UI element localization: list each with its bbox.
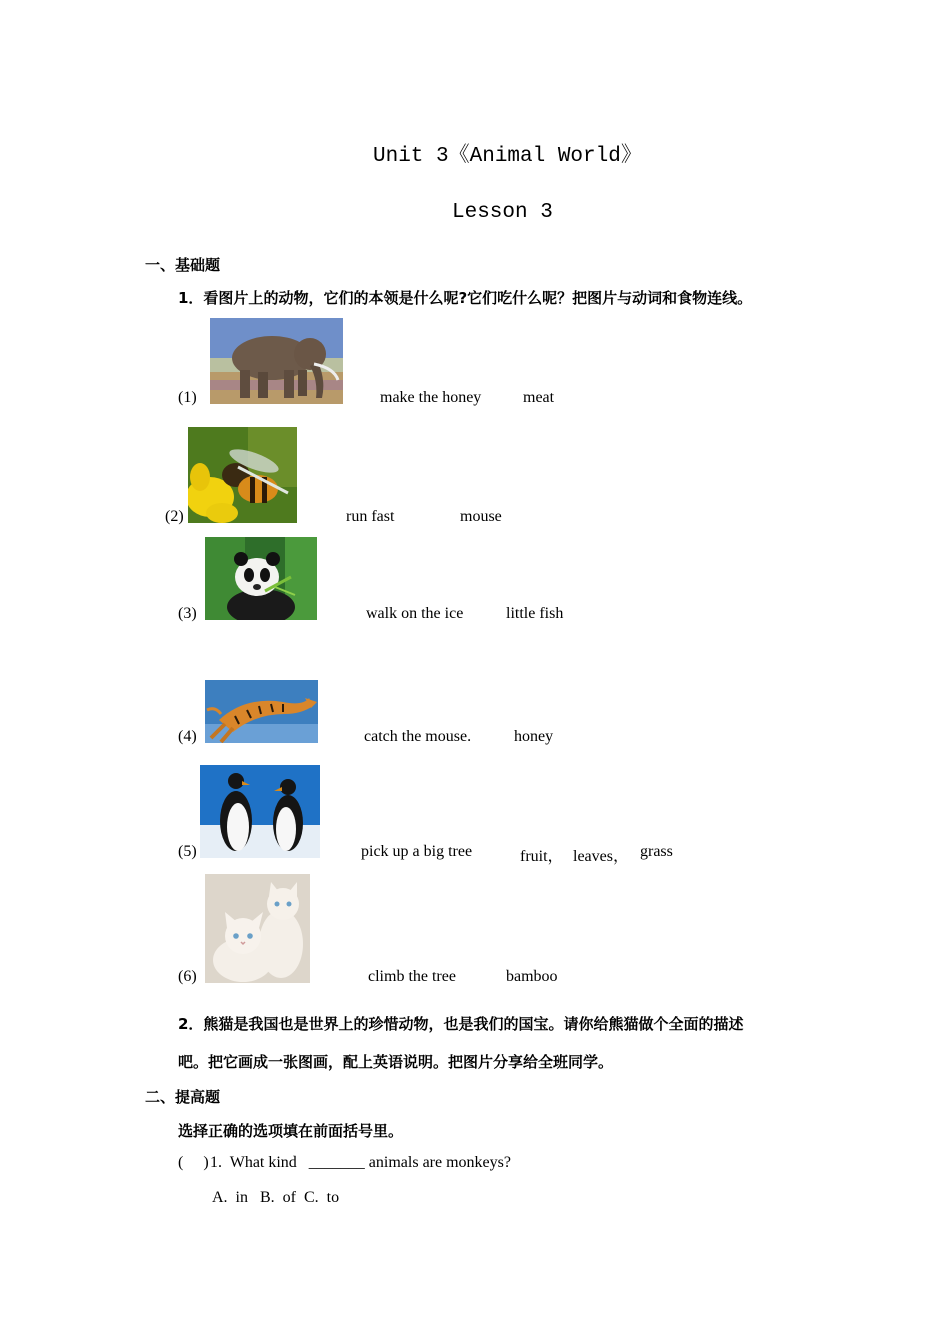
question1-options: A. in B. of C. to xyxy=(212,1189,340,1206)
row1-number: (1) xyxy=(178,389,197,406)
row5-food-grass: grass xyxy=(640,843,673,860)
section1-heading: 一、基础题 xyxy=(145,256,221,274)
row4-food: honey xyxy=(514,728,554,745)
penguins-photo xyxy=(200,765,320,858)
row1-action: make the honey xyxy=(380,389,482,406)
row6-action: climb the tree xyxy=(368,968,456,985)
bee-photo xyxy=(188,427,297,523)
row3-number: (3) xyxy=(178,605,197,622)
q1-instruction: 1．看图片上的动物，它们的本领是什么呢?它们吃什么呢？把图片与动词和食物连线。 xyxy=(178,289,753,307)
q2-line2: 吧。把它画成一张图画，配上英语说明。把图片分享给全班同学。 xyxy=(178,1053,614,1071)
unit-title: Unit 3《Animal World》 xyxy=(373,145,642,168)
row5-action: pick up a big tree xyxy=(361,843,473,860)
row5-food-leaves: leaves， xyxy=(573,848,629,865)
row5-number: (5) xyxy=(178,843,197,860)
row3-food: little fish xyxy=(506,605,564,622)
lesson-title: Lesson 3 xyxy=(452,201,553,224)
elephant-photo xyxy=(210,318,343,404)
row4-action: catch the mouse. xyxy=(364,728,472,745)
tiger-photo xyxy=(205,680,318,743)
row4-number: (4) xyxy=(178,728,197,745)
row3-action: walk on the ice xyxy=(366,605,464,622)
q2-line1: 2．熊猫是我国也是世界上的珍惜动物，也是我们的国宝。请你给熊猫做个全面的描述 xyxy=(178,1015,744,1033)
section2-instruction: 选择正确的选项填在前面括号里。 xyxy=(178,1122,404,1140)
section2-heading: 二、提高题 xyxy=(145,1088,221,1106)
row6-food: bamboo xyxy=(506,968,558,985)
row6-number: (6) xyxy=(178,968,197,985)
row1-food: meat xyxy=(523,389,555,406)
row2-action: run fast xyxy=(346,508,395,525)
answer-bracket[interactable]: ( ) xyxy=(178,1154,209,1171)
question1-stem: 1. What kind _______ animals are monkeys? xyxy=(210,1154,511,1171)
panda-photo xyxy=(205,537,317,620)
row5-food-fruit: fruit， xyxy=(520,848,564,865)
row2-food: mouse xyxy=(460,508,502,525)
cats-photo xyxy=(205,874,310,983)
row2-number: (2) xyxy=(165,508,184,525)
